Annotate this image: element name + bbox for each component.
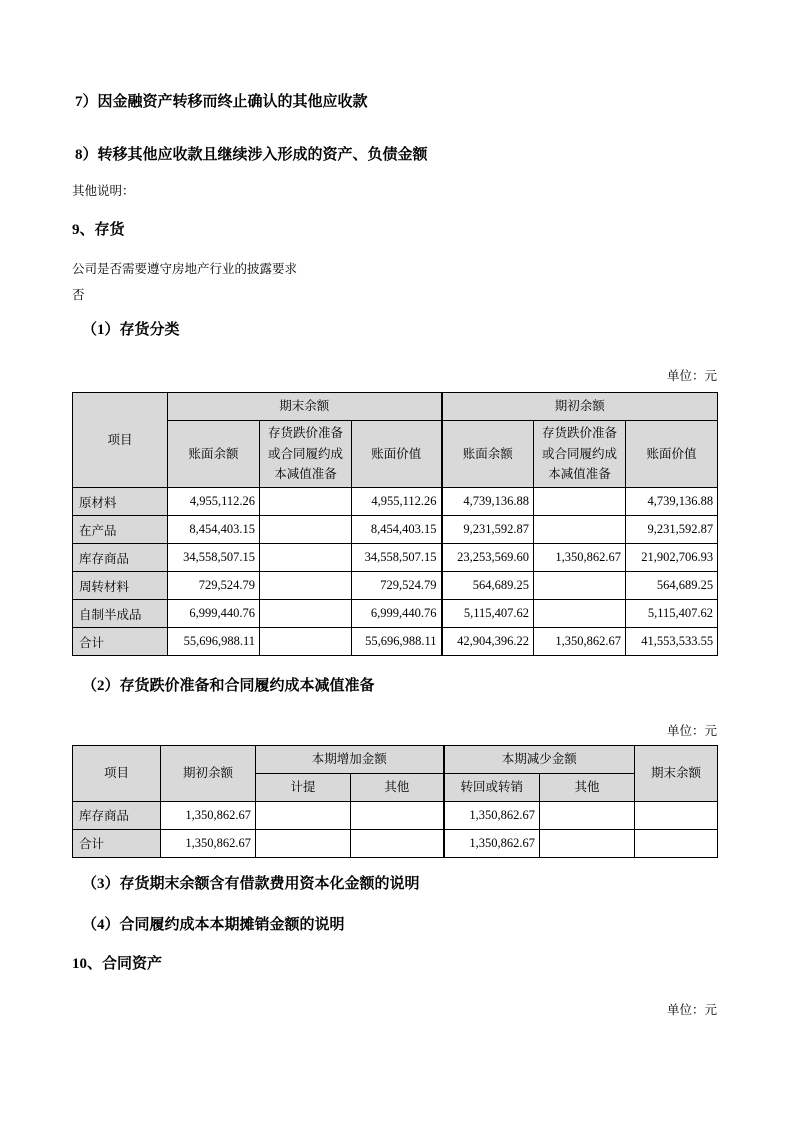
- col-header-impairment-provision: 存货跌价准备或合同履约成本减值准备: [260, 421, 352, 488]
- value-cell: [256, 801, 351, 829]
- col-header-book-value: 账面价值: [352, 421, 442, 488]
- value-cell: [260, 600, 352, 628]
- value-cell: 729,524.79: [352, 572, 442, 600]
- row-item-label: 库存商品: [73, 544, 168, 572]
- value-cell: 1,350,862.67: [161, 801, 256, 829]
- col-header-other: 其他: [540, 773, 635, 801]
- value-cell: 5,115,407.62: [626, 600, 718, 628]
- col-header-item: 项目: [73, 745, 161, 801]
- col-group-beginning-balance: 期初余额: [442, 393, 718, 421]
- value-cell: [260, 516, 352, 544]
- value-cell: 23,253,569.60: [442, 544, 534, 572]
- value-cell: [260, 544, 352, 572]
- value-cell: [260, 572, 352, 600]
- value-cell: 55,696,988.11: [168, 628, 260, 656]
- table-row: [73, 516, 718, 544]
- row-item-label: 合计: [73, 829, 161, 857]
- col-header-accrual: 计提: [256, 773, 351, 801]
- value-cell: 564,689.25: [442, 572, 534, 600]
- heading-8: 8）转移其他应收款且继续涉入形成的资产、负债金额: [75, 146, 428, 163]
- row-item-label: 原材料: [73, 488, 168, 516]
- value-cell: 55,696,988.11: [352, 628, 442, 656]
- value-cell: [534, 572, 626, 600]
- table-header-row: [73, 393, 718, 421]
- value-cell: [534, 488, 626, 516]
- value-cell: 21,902,706.93: [626, 544, 718, 572]
- table-row-total: [73, 829, 718, 857]
- value-cell: 8,454,403.15: [168, 516, 260, 544]
- value-cell: [635, 801, 718, 829]
- other-note-label: 其他说明：: [72, 184, 135, 198]
- value-cell: 1,350,862.67: [444, 829, 540, 857]
- heading-9: 9、存货: [72, 222, 125, 239]
- unit-label: 单位：元: [666, 1003, 717, 1017]
- value-cell: 9,231,592.87: [626, 516, 718, 544]
- value-cell: 41,553,533.55: [626, 628, 718, 656]
- col-header-other: 其他: [351, 773, 444, 801]
- table-row: [73, 801, 718, 829]
- inventory-classification-table: [72, 392, 718, 656]
- col-header-beginning-balance: 期初余额: [161, 745, 256, 801]
- impairment-provision-table: [72, 745, 718, 858]
- value-cell: 4,739,136.88: [626, 488, 718, 516]
- value-cell: 6,999,440.76: [352, 600, 442, 628]
- heading-7: 7）因金融资产转移而终止确认的其他应收款: [75, 94, 368, 110]
- heading-10: 10、合同资产: [72, 955, 163, 972]
- col-group-decrease: 本期减少金额: [444, 745, 635, 773]
- col-header-item: 项目: [73, 393, 168, 488]
- value-cell: 1,350,862.67: [534, 628, 626, 656]
- table-row: [73, 572, 718, 600]
- table-subheader-row: [73, 421, 718, 488]
- row-item-label: 在产品: [73, 516, 168, 544]
- value-cell: 4,739,136.88: [442, 488, 534, 516]
- heading-9-3: （3）存货期末余额含有借款费用资本化金额的说明: [82, 875, 420, 892]
- value-cell: 729,524.79: [168, 572, 260, 600]
- table-row: [73, 544, 718, 572]
- value-cell: 9,231,592.87: [442, 516, 534, 544]
- value-cell: 42,904,396.22: [442, 628, 534, 656]
- value-cell: [540, 801, 635, 829]
- table-header-row: [73, 745, 718, 773]
- col-group-ending-balance: 期末余额: [168, 393, 442, 421]
- value-cell: 34,558,507.15: [168, 544, 260, 572]
- heading-9-4: （4）合同履约成本本期摊销金额的说明: [82, 917, 345, 933]
- heading-9-1: （1）存货分类: [82, 321, 180, 338]
- value-cell: 8,454,403.15: [352, 516, 442, 544]
- value-cell: [256, 829, 351, 857]
- value-cell: 564,689.25: [626, 572, 718, 600]
- table-row-total: [73, 628, 718, 656]
- value-cell: [351, 829, 444, 857]
- unit-label: 单位：元: [666, 369, 717, 384]
- value-cell: [351, 801, 444, 829]
- value-cell: 34,558,507.15: [352, 544, 442, 572]
- value-cell: [534, 516, 626, 544]
- value-cell: [534, 600, 626, 628]
- value-cell: 5,115,407.62: [442, 600, 534, 628]
- disclosure-answer: 否: [72, 288, 85, 303]
- row-item-label: 自制半成品: [73, 600, 168, 628]
- unit-label: 单位：元: [666, 723, 717, 738]
- value-cell: 4,955,112.26: [352, 488, 442, 516]
- value-cell: [540, 829, 635, 857]
- value-cell: 1,350,862.67: [534, 544, 626, 572]
- value-cell: [635, 829, 718, 857]
- row-item-label: 库存商品: [73, 801, 161, 829]
- col-header-reversal-writeoff: 转回或转销: [444, 773, 540, 801]
- table-row: [73, 488, 718, 516]
- col-group-increase: 本期增加金额: [256, 745, 444, 773]
- value-cell: 4,955,112.26: [168, 488, 260, 516]
- col-header-impairment-provision: 存货跌价准备或合同履约成本减值准备: [534, 421, 626, 488]
- value-cell: [260, 628, 352, 656]
- table-row: [73, 600, 718, 628]
- col-header-book-balance: 账面余额: [168, 421, 260, 488]
- col-header-book-balance: 账面余额: [442, 421, 534, 488]
- heading-9-2: （2）存货跌价准备和合同履约成本减值准备: [82, 678, 375, 694]
- row-item-label: 合计: [73, 628, 168, 656]
- col-header-book-value: 账面价值: [626, 421, 718, 488]
- row-item-label: 周转材料: [73, 572, 168, 600]
- value-cell: 1,350,862.67: [161, 829, 256, 857]
- disclosure-question: 公司是否需要遵守房地产行业的披露要求: [72, 261, 298, 276]
- value-cell: 1,350,862.67: [444, 801, 540, 829]
- value-cell: [260, 488, 352, 516]
- col-header-ending-balance: 期末余额: [635, 745, 718, 801]
- value-cell: 6,999,440.76: [168, 600, 260, 628]
